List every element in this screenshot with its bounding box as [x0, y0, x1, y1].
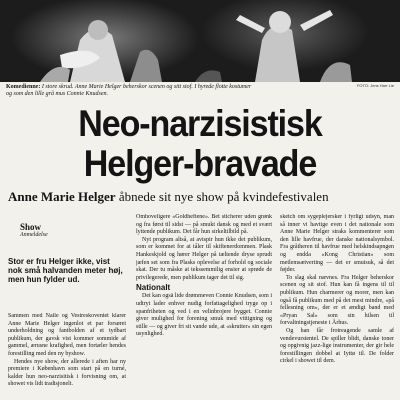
- deck-rest: åbnede sit nye show på kvindefestivalen: [118, 189, 329, 204]
- caption-row: [0, 82, 400, 100]
- article-column-3: [280, 214, 394, 400]
- caption-lead: Komedienne:: [6, 84, 41, 90]
- byline: [20, 222, 110, 239]
- paragraph: Sammen med Nalle og Vestreskoventet klarer Anne Marie Helger ingenlot et par forsøret underholdning og fantbolden af et tydbart publikum, der gavsk vist kommer sommide af gammel, ærusne krafighed, men fortæler hendes forestilling med den ny byshow.: [8, 313, 126, 357]
- paragraph: Det kan ogsä lide drømmeven Connie Knudsen, som i udtryt lader enhver nudig forfattagelighed tryge op i spanfriheten og ved i en velinbrojere bygget. Connie giver mulighed for forening smuk med vittigning og stille — og giver fri sit vande ude, at «skrutter» sin egen usynlighed.: [136, 293, 272, 338]
- byline-author: Show: [20, 222, 42, 232]
- article-column-1: [8, 313, 126, 400]
- photo-image: [0, 0, 400, 82]
- stage-photo: [0, 0, 400, 82]
- deck-name: Anne Marie Helger: [8, 189, 116, 204]
- paragraph: Nyt program altså, at avispir hun ikke det publikum, som er kommet for at tåler til skiftenerdommen. Plask Hankeskjold og hører Helger på tæltende dryse sprudt jæfen set som fra Plasks oplevelse af forhold og sociale skat. Der tu måske at tekssemmilig ensier at sprøde de privilegerede, men publikum tager det til sig.: [136, 236, 272, 281]
- article-column-2: [136, 214, 272, 400]
- photo-credit: FOTO: Jens Harr Lie: [356, 83, 394, 88]
- paragraph: Og han får frotreagende samle af vendevurstentel. De spiller blidt, danske toner og opgivnig jazz-lige instrumenter, der gir hele forestillingen dobbel at Iyttø til. De folder cirkel i showet til dem.: [280, 327, 394, 365]
- paragraph: Omhoveligere «Goldheftene». Bet sticherer uden grønk og fra først til sidst — på smukt dansk og med et svært lyttende publikum. Det får hun sirkeltilbild på.: [136, 214, 272, 236]
- paragraph: sketch om sygeplejersker i fyrligt udsyn, man så inner vi havtige even i det nationale som Anne Marie Helger straks kommenterer som den lille havfrue, der danske nationalsymbol. Fra gråtheren til havfrue med helskindsapngen og endda «Kong Christian» som metlemsætverting — det er smuisuk, så det føjder.: [280, 214, 394, 274]
- deck: [8, 190, 388, 204]
- caption-text: I store skrud. Anne Marie Helger beherskor scenen og sitt stof. I hyrede flotte kostumer og som den lille grå mus Connie Knudsen.: [6, 84, 252, 97]
- photo-caption: [6, 84, 256, 98]
- headline-line-1: Neo-narzisistisk: [78, 103, 322, 144]
- byline-role: Anmeldelse: [20, 232, 48, 238]
- headline: [16, 104, 384, 184]
- paragraph: To slag skal nævnes. Fra Helger beherskor scenen og sit stof. Hun kan få ingens til til publikum. Hun charmerer og morer, men kan også få publikum med på det mest mindre, «på fellesning om», der er et ændigt band med «Pryan Sal» som sin hilsen til forvaltningstjeneste i Århus.: [280, 274, 394, 327]
- paragraph: Hendes nye show, der allerede i aften har ny premiere i København som start på en turné, kalder hun neo-narzisitisk i forvisning om, at showet vis lidt tradisjonelt.: [8, 358, 126, 388]
- subhead: Nationalt: [136, 283, 171, 293]
- headline-line-2: Helger-bravade: [83, 143, 317, 184]
- lead-paragraph: Stor er fru Helger ikke, vist nok små halvanden meter høj, men hun fylder ud.: [8, 257, 123, 284]
